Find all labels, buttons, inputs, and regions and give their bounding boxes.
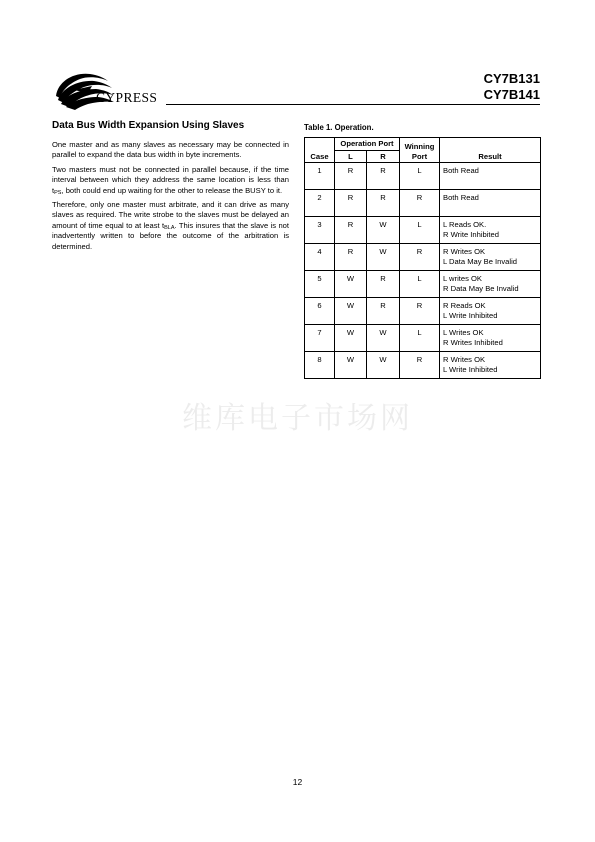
paragraph: One master and as many slaves as necessary may be connected in parallel to expand the data bus width in byte increments.: [52, 140, 289, 160]
table-caption: Table 1. Operation.: [304, 123, 374, 132]
cell-left: R: [335, 190, 367, 217]
cell-case: 3: [305, 217, 335, 244]
section-title: Data Bus Width Expansion Using Slaves: [52, 120, 245, 131]
cypress-logo-text: CYPRESS: [96, 90, 158, 105]
cell-result: L Reads OK. R Write Inhibited: [440, 217, 541, 244]
cell-right: R: [367, 298, 400, 325]
cell-result: Both Read: [440, 190, 541, 217]
table-row: [305, 190, 541, 217]
header-left-port: L: [335, 150, 367, 163]
cell-result: Both Read: [440, 163, 541, 190]
cell-result: L Writes OK R Writes Inhibited: [440, 325, 541, 352]
table-row: [305, 217, 541, 244]
cell-left: R: [335, 163, 367, 190]
section-body: [52, 140, 289, 256]
operation-table: [304, 137, 541, 379]
cell-case: 1: [305, 163, 335, 190]
cell-winning: L: [400, 325, 440, 352]
cell-left: W: [335, 298, 367, 325]
cell-right: W: [367, 244, 400, 271]
cell-case: 8: [305, 352, 335, 379]
cell-case: 5: [305, 271, 335, 298]
table-row: [305, 163, 541, 190]
part-number: CY7B141: [483, 87, 540, 102]
header-operation-port: Operation Port: [335, 138, 400, 151]
table-row: [305, 325, 541, 352]
cell-winning: R: [400, 298, 440, 325]
cell-right: R: [367, 163, 400, 190]
table-row: [305, 298, 541, 325]
cell-winning: L: [400, 163, 440, 190]
page-number: 12: [292, 777, 303, 787]
cell-left: W: [335, 271, 367, 298]
paragraph: Therefore, only one master must arbitrate, and it can drive as many slaves as required. The write strobe to the slaves must be delayed an amount of time equal to at least $t_{BLA}$. This insures that the slave is not inadvertently written to before the outcome of the arbitration is determined.: [52, 200, 289, 251]
part-number: CY7B131: [483, 71, 540, 86]
table-row: [305, 271, 541, 298]
watermark: 维库电子市场网: [182, 401, 413, 436]
cell-right: W: [367, 217, 400, 244]
cell-result: R Writes OK L Data May Be Invalid: [440, 244, 541, 271]
cell-left: W: [335, 352, 367, 379]
table-row: [305, 352, 541, 379]
cell-left: W: [335, 325, 367, 352]
cell-right: R: [367, 271, 400, 298]
header-rule: [166, 104, 540, 105]
paragraph: Two masters must not be connected in parallel because, if the time interval between which they address the same location is less than $t_{PS}$, both could end up waiting for the other to release the BUSY to it.: [52, 164, 289, 196]
cypress-tree-icon: [52, 66, 170, 112]
table-row: [305, 244, 541, 271]
cell-case: 6: [305, 298, 335, 325]
cell-winning: R: [400, 244, 440, 271]
cell-right: W: [367, 352, 400, 379]
cell-right: W: [367, 325, 400, 352]
cell-result: R Writes OK L Write Inhibited: [440, 352, 541, 379]
cell-winning: R: [400, 352, 440, 379]
cell-winning: R: [400, 190, 440, 217]
cell-result: R Reads OK L Write Inhibited: [440, 298, 541, 325]
header-case: Case: [305, 138, 335, 163]
header-right-port: R: [367, 150, 400, 163]
part-numbers: [484, 71, 540, 103]
cell-left: R: [335, 244, 367, 271]
cell-left: R: [335, 217, 367, 244]
cell-case: 4: [305, 244, 335, 271]
cell-right: R: [367, 190, 400, 217]
cell-case: 2: [305, 190, 335, 217]
cypress-logo: [52, 66, 170, 112]
cell-case: 7: [305, 325, 335, 352]
cell-result: L writes OK R Data May Be Invalid: [440, 271, 541, 298]
cell-winning: L: [400, 271, 440, 298]
header-result: Result: [440, 138, 541, 163]
cell-winning: L: [400, 217, 440, 244]
header-winning-port: Winning Port: [400, 138, 440, 163]
